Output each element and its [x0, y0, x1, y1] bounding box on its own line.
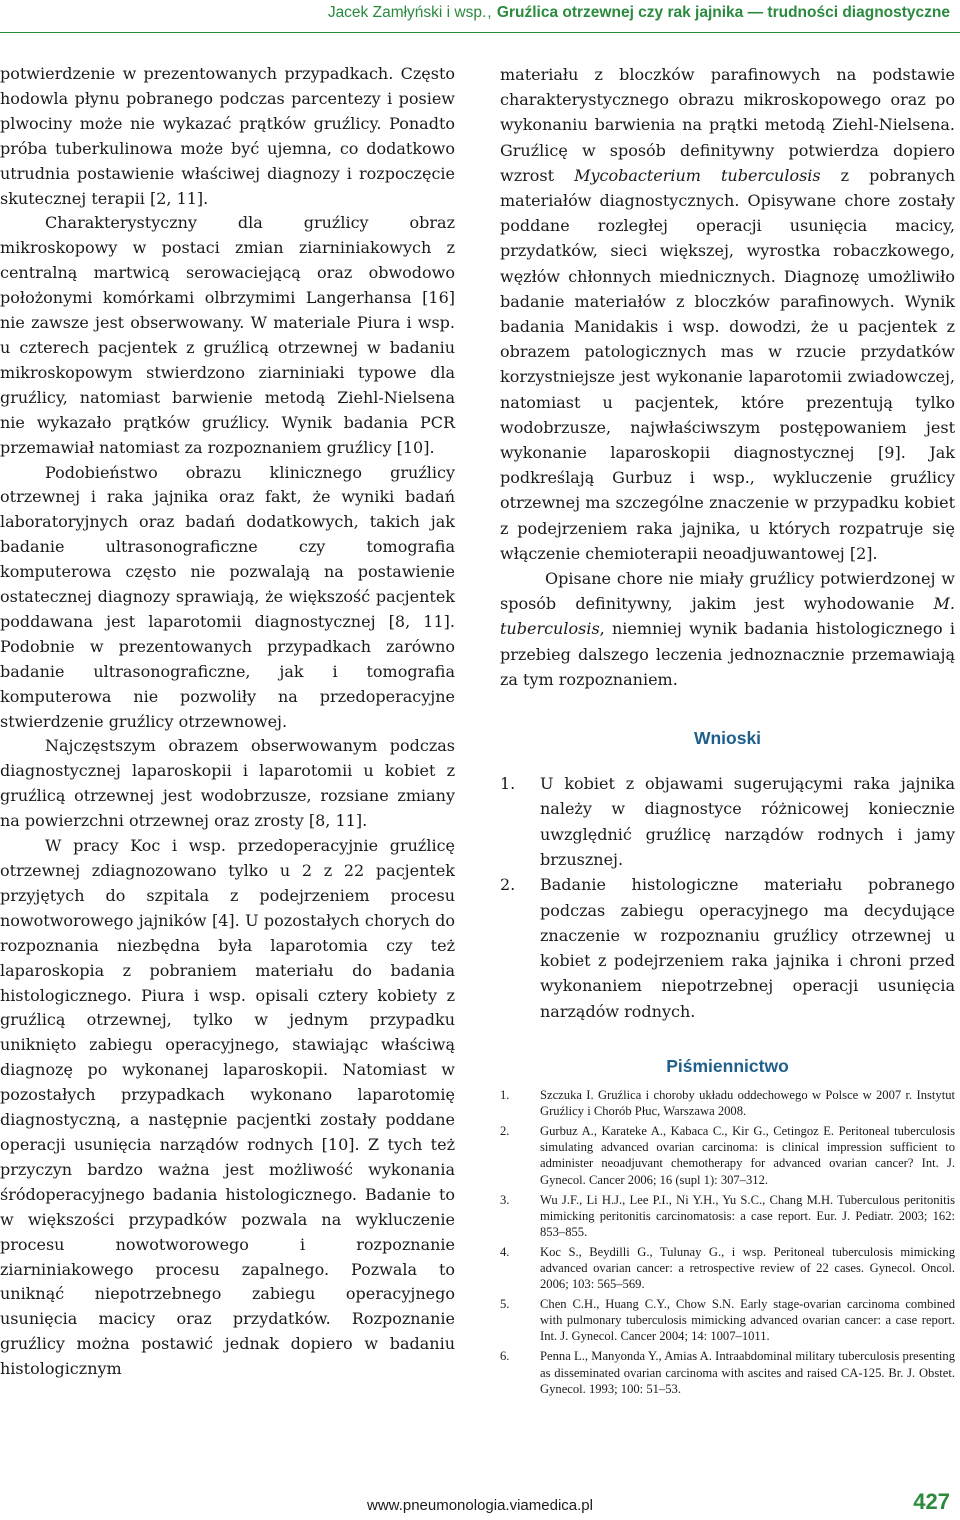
- species-name: Mycobacterium tuberculosis: [574, 165, 821, 185]
- conclusion-text: U kobiet z objawami sugerującymi raka jajnika należy w diagnostyce różnicowej koniecznie uwzględnić gruźlicę narządów rodnych i jamy brzusznej.: [540, 774, 955, 869]
- text-run: materiału z bloczków parafinowych na podstawie charakterystycznego obrazu mikroskopowego oraz po wykonaniu barwienia na prątki metodą Ziehl-Nielsena. Gruźlicę w sposób definitywny potwierdza dopiero wzrost: [500, 65, 955, 185]
- reference-number: 1.: [500, 1088, 510, 1103]
- text-run: z pobranych materiałów diagnostycznych. Opisywane chore zostały poddane rozległej operacji usunięcia macicy, przydatków, sieci większej, wyrostka robaczkowego, węzłów chłonnych miednicznych. Diagnozę umożliwiło badanie materiałów z bloczków parafinowych. Wynik badania Manidakis i wsp. dowodzi, że u pacjentek z obrazem patologicznych mas w rzucie przydatków korzystniejsze jest wykonanie laparotomii zwiadowczej, natomiast u pacjentek, które prezentują tylko wodobrzusze, najwłaściwszym postępowaniem jest wykonanie laparoskopii diagnostycznej [9]. Jak podkreślają Gurbuz i wsp., wykluczenie gruźlicy otrzewnej ma szczególne znaczenie w przypadku kobiet z podejrzeniem raka jajnika, u których rozpatruje się włączenie chemioterapii neoadjuwantowej [2].: [500, 165, 955, 563]
- reference-text: Szczuka I. Gruźlica i choroby układu oddechowego w Polsce w 2007 r. Instytut Gruźlicy i Chorób Płuc, Warszawa 2008.: [540, 1088, 955, 1119]
- references-list: [500, 1087, 955, 1397]
- conclusion-text: Badanie histologiczne materiału pobranego podczas zabiegu operacyjnego ma decydujące znaczenie w rozpoznaniu gruźlicy otrzewnej u kobiet z podejrzeniem raka jajnika i chroni przed wykonaniem niepotrzebnej operacji usunięcia narządów rodnych.: [540, 875, 955, 1021]
- header-rule: [0, 32, 960, 33]
- reference-number: 6.: [500, 1349, 510, 1364]
- body-paragraph: [500, 566, 955, 692]
- conclusion-item: [500, 872, 955, 1024]
- reference-text: Penna L., Manyonda Y., Amias A. Intraabdominal military tuberculosis presenting as disseminated ovarian carcinoma with ascites and raised CA-125. Br. J. Obstet. Gynecol. 1993; 100: 51–53.: [540, 1349, 955, 1396]
- page-number: 427: [913, 1489, 950, 1514]
- body-paragraph: Charakterystyczny dla gruźlicy obraz mikroskopowy w postaci zmian ziarniniakowych z centralną martwicą serowaciejącą oraz obwodowo położonymi komórkami olbrzymimi Langerhansa [16] nie zawsze jest obserwowany. W materiale Piura i wsp. u czterech pacjentek z gruźlicą otrzewnej w badaniu mikroskopowym stwierdzono ziarniniaki typowe dla gruźlicy, natomiast barwienie metodą Ziehl-Nielsena nie wykazało prątków gruźlicy. Wynik badania PCR przemawiał natomiast za rozpoznaniem gruźlicy [10].: [0, 213, 455, 457]
- running-head: [328, 4, 950, 22]
- reference-item: [500, 1123, 955, 1187]
- left-column: [0, 62, 455, 1382]
- conclusion-number: 2.: [500, 875, 516, 895]
- reference-item: [500, 1087, 955, 1119]
- species-name: M. tuberculosis: [500, 594, 955, 639]
- references-heading: Piśmiennictwo: [666, 1056, 789, 1077]
- reference-number: 2.: [500, 1124, 510, 1139]
- conclusions-list: [500, 771, 955, 1024]
- body-paragraph: Podobieństwo obrazu klinicznego gruźlicy otrzewnej i raka jajnika oraz fakt, że wyniki badań laboratoryjnych oraz badań dodatkowych, takich jak badanie ultrasonograficzne czy tomografia komputerowa często nie pozwalają na postawienie ostatecznej diagnozy sprawiają, że większość pacjentek poddawana jest laparotomii diagnostycznej [8, 11]. Podobnie w prezentowanych przypadkach zarówno badanie ultrasonograficzne, jak i tomografia komputerowa nie pozwoliły na przedoperacyjne stwierdzenie gruźlicy otrzewnowej.: [0, 462, 455, 731]
- reference-item: [500, 1244, 955, 1292]
- conclusions-heading: Wnioski: [693, 728, 762, 749]
- reference-text: Gurbuz A., Karateke A., Kabaca C., Kir G., Cetingoz E. Peritoneal tuberculosis simulating advanced ovarian carcinoma: is clinical impression sufficient to administer neoadjuvant chemotherapy for advanced ovarian cancer? Int. J. Gynecol. Cancer 2006; 16 (supl 1): 307–312.: [540, 1124, 955, 1187]
- journal-url[interactable]: www.pneumonologia.viamedica.pl: [367, 1497, 593, 1514]
- reference-text: Wu J.F., Li H.J., Lee P.I., Ni Y.H., Yu S.C., Chang M.H. Tuberculous peritonitis mimicking peritonitis carcinomatosis: a case report. Eur. J. Pediatr. 2003; 162: 853–855.: [540, 1192, 955, 1239]
- reference-item: [500, 1348, 955, 1396]
- conclusion-number: 1.: [500, 774, 516, 794]
- running-head-separator: ,: [487, 4, 492, 21]
- reference-number: 4.: [500, 1244, 510, 1259]
- reference-item: [500, 1296, 955, 1344]
- running-head-authors: Jacek Zamłyński i wsp.: [327, 4, 487, 21]
- conclusion-item: [500, 771, 955, 872]
- reference-number: 3.: [500, 1192, 510, 1207]
- reference-text: Chen C.H., Huang C.Y., Chow S.N. Early stage-ovarian carcinoma combined with pulmonary tuberculosis mimicking advanced ovarian cancer: a case report. Int. J. Gynecol. Cancer 2004; 14: 1007–1011.: [540, 1297, 955, 1344]
- reference-item: [500, 1192, 955, 1240]
- body-paragraph: Najczęstszym obrazem obserwowanym podczas diagnostycznej laparoskopii i laparotomii u kobiet z gruźlicą otrzewnej jest wodobrzusze, rozsiane zmiany na powierzchni otrzewnej oraz zrosty [8, 11].: [0, 736, 455, 831]
- reference-number: 5.: [500, 1297, 510, 1312]
- page-header: [0, 0, 960, 33]
- right-column: [500, 62, 955, 1401]
- reference-text: Koc S., Beydilli G., Tulunay G., i wsp. Peritoneal tuberculosis mimicking advanced ovarian cancer: a retrospective review of 22 cases. Gynecol. Oncol. 2006; 103: 565–569.: [540, 1244, 955, 1292]
- body-paragraph: [500, 62, 955, 566]
- body-paragraph: W pracy Koc i wsp. przedoperacyjnie gruźlicę otrzewnej zdiagnozowano tylko u 2 z 22 pacjentek przyjętych do szpitala z podejrzeniem procesu nowotworowego jajników [4]. U pozostałych chorych do rozpoznania niezbędna była laparotomia czy też laparoskopia z pobraniem materiału do badania histologicznego. Piura i wsp. opisali cztery kobiety z gruźlicą otrzewnej, tylko w jednym przypadku uniknięto zabiegu operacyjnego, stawiając właściwą diagnozę po wykonanej laparoskopii. Natomiast w pozostałych przypadkach wykonano laparotomię diagnostyczną, a następnie pacjentki zostały poddane operacji usunięcia narządów rodnych [10]. Z tych też przyczyn bardzo ważna jest możliwość wykonania śródoperacyjnego badania histologicznego. Badanie to w większości przypadków pozwala na wykluczenie procesu nowotworowego i rozpoznanie ziarniniakowego procesu zapalnego. Pozwala to uniknąć niepotrzebnego zabiegu operacyjnego usunięcia macicy oraz przydatków. Rozpoznanie gruźlicy można postawić jednak dopiero w badaniu histologicznym: [0, 836, 455, 1379]
- text-run: , niemniej wynik badania histologicznego i przebieg dalszego leczenia jednoznacznie przemawiają za tym rozpoznaniem.: [500, 619, 955, 689]
- text-run: Opisane chore nie miały gruźlicy potwierdzonej w sposób definitywny, jakim jest wyhodowanie: [500, 569, 955, 614]
- body-paragraph: potwierdzenie w prezentowanych przypadkach. Często hodowla płynu pobranego podczas parcentezy i posiew plwociny może nie wykazać prątków gruźlicy. Ponadto próba tuberkulinowa może być ujemna, co dodatkowo utrudnia postawienie właściwej diagnozy i rozpoczęcie skutecznej terapii [2, 11].: [0, 64, 455, 208]
- running-head-title: Gruźlica otrzewnej czy rak jajnika — trudności diagnostyczne: [496, 4, 950, 21]
